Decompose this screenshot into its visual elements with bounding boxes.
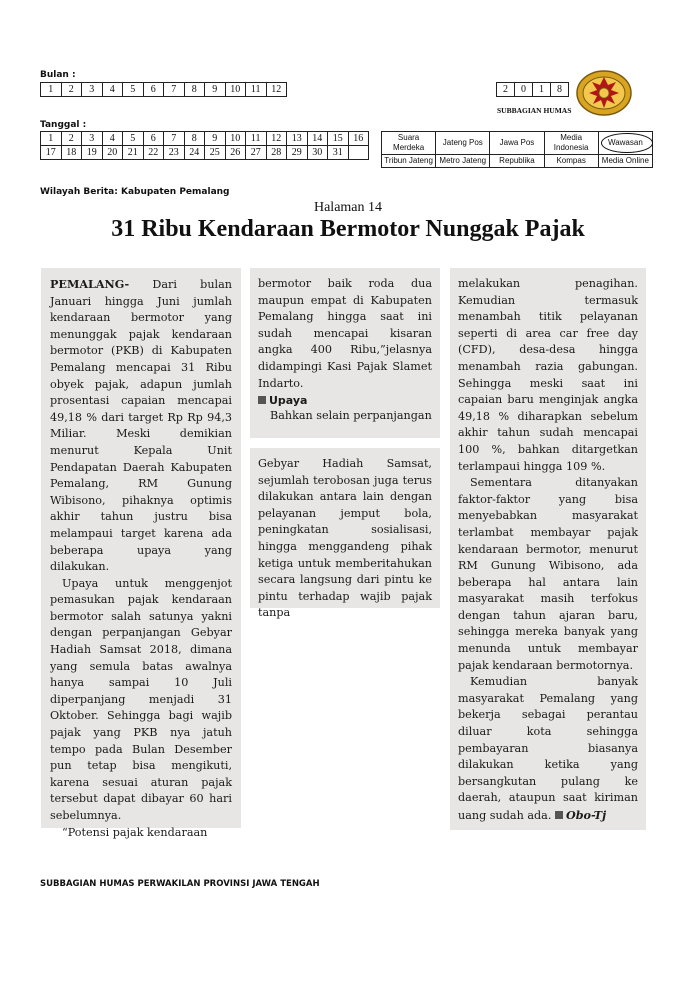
- media-table: [381, 131, 653, 168]
- paragraph: Upaya untuk menggenjot pemasukan pajak kendaraan bermotor salah satunya yakni dengan perpanjangan Gebyar Hadiah Samsat 2018, dimana yang semula batas awalnya hanya sampai 10 Juli diperpanjang menjadi 31 Oktober. Sehingga bagi wajib pajak yang PKB nya jatuh tempo pada Bulan Desember pun tetap bisa mengikuti, karena sesuai aturan pajak tersebut dapat dibayar 60 hari sebelumnya.: [50, 576, 232, 822]
- tgl1-cell: 11: [246, 132, 267, 146]
- paragraph: PEMALANG- Dari bulan Januari hingga Juni jumlah kendaraan bermotor yang menunggak pajak kendaraan bermotor (PKB) di Kabupaten Pemalang mencapai 31 Ribu obyek pajak, adapun jumlah prosentasi capaian mencapai 49,18 % dari target Rp Rp 94,3 Miliar. Meski demikian menurut Kepala Unit Pendapatan Daerah Kabupaten Pemalang, RM Gunung Wibisono, pihaknya optimis akhir tahun justru bisa melampaui target karena ada beberapa upaya yang dilakukan.: [50, 277, 232, 574]
- tgl2-cell: 21: [123, 146, 144, 160]
- bulan-cell: 10: [225, 83, 246, 97]
- tgl1-cell: 13: [287, 132, 308, 146]
- garuda-emblem-icon: [575, 67, 633, 117]
- bulan-cell: 9: [205, 83, 226, 97]
- subheading: Upaya: [258, 394, 432, 407]
- tgl2-cell: 30: [307, 146, 328, 160]
- bulan-cell: 1: [41, 83, 62, 97]
- article-column-3: [450, 268, 646, 830]
- tgl2-cell: 23: [164, 146, 185, 160]
- year-cell: 8: [551, 83, 569, 97]
- paragraph: Gebyar Hadiah Samsat, sejumlah terobosan juga terus dilakukan antara lain dengan pelayanan jemput bola, peningkatan sosialisasi, hingga menggandeng pihak ketiga untuk memberitahukan secara langsung dari pintu ke pintu terhadap wajib pajak tanpa: [258, 457, 432, 620]
- tgl1-cell: 8: [184, 132, 205, 146]
- media-outlet-cell: Jawa Pos: [490, 132, 544, 155]
- tgl1-cell: 7: [164, 132, 185, 146]
- paragraph: Sementara ditanyakan faktor-faktor yang bisa menyebabkan masyarakat terlambat membayar pajak kendaraan bermotor, menurut RM Gunung Wibisono, ada beberapa hal antara lain masyarakat masih terfokus dengan tahun ajaran baru, sehingga mereka banyak yang menunda untuk membayar pajak kendaraan bermotornya.: [458, 476, 638, 672]
- paragraph: Bahkan selain perpanjangan: [270, 409, 432, 423]
- bulan-grid: [40, 82, 287, 97]
- tgl1-cell: 4: [102, 132, 123, 146]
- tgl1-cell: 16: [348, 132, 369, 146]
- media-outlet-cell: Kompas: [544, 155, 598, 168]
- bulan-cell: 4: [102, 83, 123, 97]
- year-cell: 2: [497, 83, 515, 97]
- bulan-cell: 5: [123, 83, 144, 97]
- tgl1-cell: 14: [307, 132, 328, 146]
- bulan-label: Bulan :: [40, 70, 76, 80]
- bulan-cell: 7: [164, 83, 185, 97]
- square-bullet-icon: [258, 396, 266, 404]
- author-signature: Obo-Tj: [565, 808, 607, 822]
- paragraph: “Potensi pajak kendaraan: [62, 825, 208, 839]
- wilayah-berita: Wilayah Berita: Kabupaten Pemalang: [40, 187, 230, 197]
- tgl2-cell: 19: [82, 146, 103, 160]
- article-column-2-top: [250, 268, 440, 438]
- media-outlet-cell: Suara Merdeka: [382, 132, 436, 155]
- headline: 31 Ribu Kendaraan Bermotor Nunggak Pajak: [111, 216, 585, 242]
- subbagian-title: SUBBAGIAN HUMAS: [497, 106, 572, 115]
- bulan-cell: 12: [266, 83, 287, 97]
- paragraph: Kemudian banyak masyarakat Pemalang yang bekerja sebagai perantau diluar kota sehingga pembayaran biasanya dilakukan ketika yang bersangkutan pulang ke daerah, ataupun saat kiriman uang sudah ada. Obo-Tj: [458, 675, 638, 822]
- tgl1-cell: 6: [143, 132, 164, 146]
- bulan-cell: 6: [143, 83, 164, 97]
- article-column-1: [41, 268, 241, 839]
- tgl2-cell: 25: [205, 146, 226, 160]
- tgl2-cell: 29: [287, 146, 308, 160]
- media-outlet-cell: Media Indonesia: [544, 132, 598, 155]
- tgl1-cell: 3: [82, 132, 103, 146]
- article-column-2-bottom: [250, 448, 440, 620]
- bulan-cell: 11: [246, 83, 267, 97]
- media-outlet-cell: Tribun Jateng: [382, 155, 436, 168]
- tanggal-label: Tanggal :: [40, 120, 87, 130]
- tgl2-cell: 31: [328, 146, 349, 160]
- tgl1-cell: 12: [266, 132, 287, 146]
- tgl2-cell: 27: [246, 146, 267, 160]
- year-cell: 1: [533, 83, 551, 97]
- tgl1-cell: 9: [205, 132, 226, 146]
- tgl2-cell: 17: [41, 146, 62, 160]
- tgl1-cell: 15: [328, 132, 349, 146]
- tgl2-cell: 18: [61, 146, 82, 160]
- tgl2-cell: 20: [102, 146, 123, 160]
- paragraph: bermotor baik roda dua maupun empat di Kabupaten Pemalang hingga saat ini sudah mencapai kisaran angka 400 Ribu,”jelasnya didampingi Kasi Pajak Slamet Indarto.: [258, 277, 432, 390]
- paragraph: melakukan penagihan. Kemudian termasuk menambah titik pelayanan seperti di area car free day (CFD), desa-desa hingga menambah razia gabungan. Sehingga meski saat ini capaian baru menginjak angka 49,18 % diharapkan sebelum akhir tahun sudah mencapai 100 %, bahkan ditargetkan terlampaui hingga 109 %.: [458, 277, 638, 473]
- halaman: Halaman 14: [313, 200, 383, 215]
- year-cell: 0: [515, 83, 533, 97]
- media-outlet-cell: Jateng Pos: [436, 132, 490, 155]
- bulan-cell: 8: [184, 83, 205, 97]
- empty-cell: [348, 146, 369, 160]
- tgl2-cell: 24: [184, 146, 205, 160]
- tgl1-cell: 10: [225, 132, 246, 146]
- media-outlet-cell: Wawasan: [598, 132, 652, 155]
- media-outlet-cell: Metro Jateng: [436, 155, 490, 168]
- media-outlet-cell: Media Online: [598, 155, 652, 168]
- tgl2-cell: 28: [266, 146, 287, 160]
- bulan-cell: 2: [61, 83, 82, 97]
- year-grid: [496, 82, 569, 97]
- tgl2-cell: 26: [225, 146, 246, 160]
- tanggal-grid: [40, 131, 369, 160]
- tgl1-cell: 2: [61, 132, 82, 146]
- tgl1-cell: 5: [123, 132, 144, 146]
- media-outlet-cell: Republika: [490, 155, 544, 168]
- tgl1-cell: 1: [41, 132, 62, 146]
- square-bullet-icon: [555, 811, 563, 819]
- footer: SUBBAGIAN HUMAS PERWAKILAN PROVINSI JAWA TENGAH: [40, 879, 320, 889]
- tgl2-cell: 22: [143, 146, 164, 160]
- bulan-cell: 3: [82, 83, 103, 97]
